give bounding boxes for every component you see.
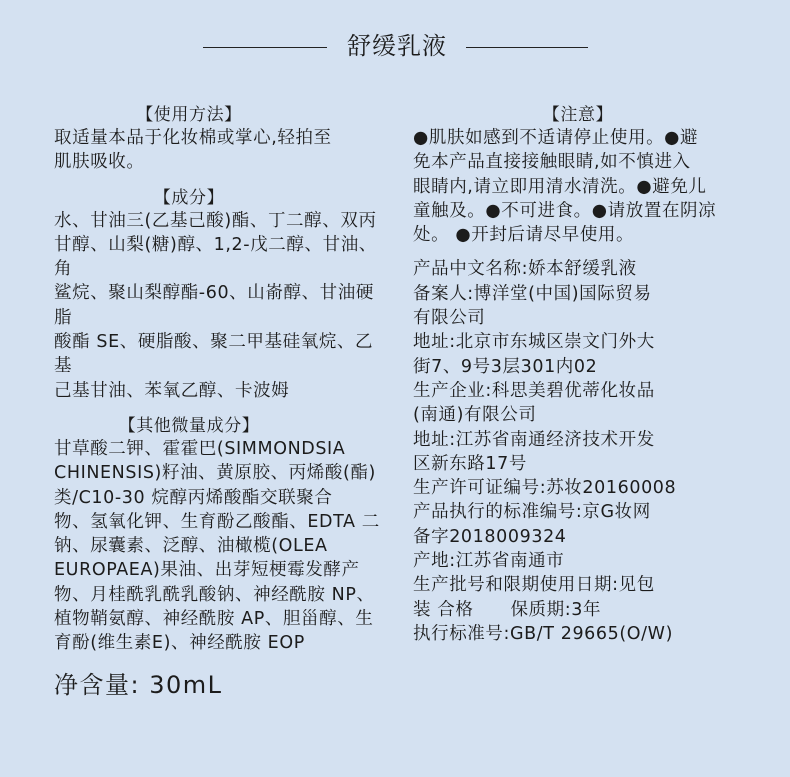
trace-line: CHINENSIS)籽油、黄原胶、丙烯酸(酯) (54, 463, 376, 484)
info-line: 有限公司 (413, 308, 486, 329)
trace-line: EUROPAEA)果油、出芽短梗霉发酵产 (54, 560, 360, 581)
info-line: 备字2018009324 (413, 526, 567, 547)
ingredients-line: 酸酯 SE、硬脂酸、聚二甲基硅氧烷、乙基 (54, 332, 374, 377)
notice-line: 眼睛内,请立即用清水清洗。●避免儿 (413, 176, 707, 197)
title-divider-left (203, 47, 327, 48)
notice-line: 童触及。●不可进食。●请放置在阴凉 (413, 200, 717, 221)
trace-text (54, 437, 384, 656)
trace-heading: 【其他微量成分】 (118, 415, 260, 436)
info-line: 产品中文名称:娇本舒缓乳液 (413, 259, 637, 280)
info-line: 生产许可证编号:苏妆20160008 (413, 478, 677, 499)
notice-heading: 【注意】 (542, 105, 614, 125)
trace-line: 类/C10-30 烷醇丙烯酸酯交联聚合 (54, 487, 333, 508)
ingredients-heading: 【成分】 (153, 187, 225, 208)
net-content: 净含量: 30mL (54, 670, 223, 699)
ingredients-line: 甘醇、山梨(糖)醇、1,2-戊二醇、甘油、角 (54, 234, 377, 280)
right-column (413, 104, 748, 646)
page-title: 舒缓乳液 (347, 32, 447, 60)
ingredients-line: 鲨烷、聚山梨醇酯-60、山嵛醇、甘油硬脂 (54, 283, 374, 328)
info-line: 备案人:博洋堂(中国)国际贸易 (413, 283, 652, 304)
usage-line: 取适量本品于化妆棉或掌心,轻拍至 (54, 128, 332, 148)
title-divider-right (466, 47, 588, 48)
info-line: (南通)有限公司 (413, 405, 537, 426)
info-line: 街7、9号3层301内02 (413, 356, 598, 377)
usage-line: 肌肤吸收。 (54, 152, 145, 173)
title-row (0, 26, 790, 66)
info-line: 产地:江苏省南通市 (413, 551, 565, 572)
ingredients-text (54, 209, 384, 403)
trace-line: 育酚(维生素E)、神经酰胺 EOP (54, 633, 305, 654)
notice-text (413, 126, 748, 247)
notice-line: 免本产品直接接触眼睛,如不慎进入 (413, 152, 691, 173)
info-line: 生产批号和限期使用日期:见包 (413, 575, 655, 596)
ingredients-line: 己基甘油、苯氧乙醇、卡波姆 (54, 380, 290, 401)
info-line: 执行标准号:GB/T 29665(O/W) (413, 623, 674, 644)
trace-line: 甘草酸二钾、霍霍巴(SIMMONDSIA (54, 438, 346, 459)
left-column (54, 104, 384, 700)
trace-line: 植物鞘氨醇、神经酰胺 AP、胆甾醇、生 (54, 609, 374, 630)
info-line: 产品执行的标准编号:京G妆网 (413, 502, 651, 523)
trace-line: 物、氢氧化钾、生育酚乙酸酯、EDTA 二 (54, 511, 380, 532)
info-line: 区新东路17号 (413, 453, 527, 474)
trace-line: 物、月桂酰乳酰乳酸钠、神经酰胺 NP、 (54, 584, 375, 605)
usage-text (54, 126, 384, 175)
product-info (413, 257, 748, 646)
trace-line: 钠、尿囊素、泛醇、油橄榄(OLEA (54, 536, 328, 557)
usage-heading: 【使用方法】 (136, 105, 242, 125)
info-line: 装 合格 保质期:3年 (413, 599, 602, 620)
info-line: 地址:江苏省南通经济技术开发 (413, 429, 655, 450)
info-line: 地址:北京市东城区崇文门外大 (413, 332, 655, 353)
ingredients-line: 水、甘油三(乙基己酸)酯、丁二醇、双丙 (54, 210, 377, 231)
notice-line: ●肌肤如感到不适请停止使用。●避 (413, 128, 699, 148)
notice-line: 处。 ●开封后请尽早使用。 (413, 225, 635, 246)
info-line: 生产企业:科思美碧优蒂化妆品 (413, 380, 655, 401)
